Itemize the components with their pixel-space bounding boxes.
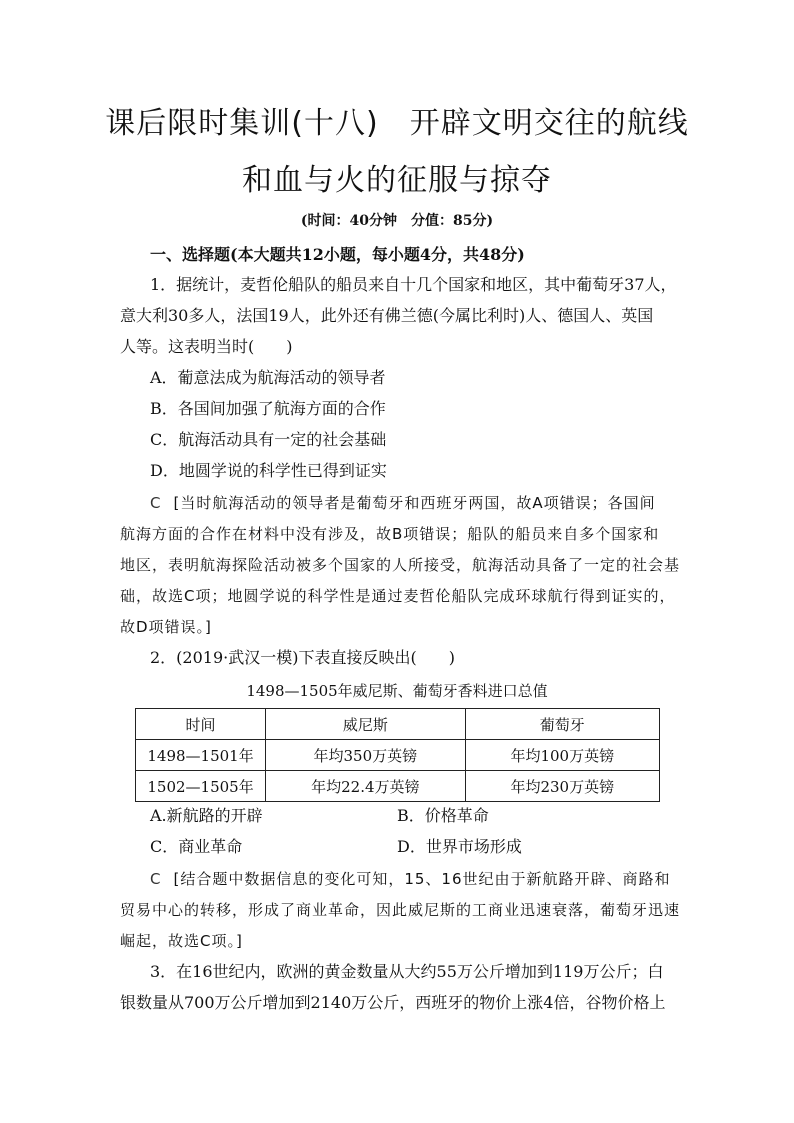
q1-option-d: D．地圆学说的科学性已得到证实 <box>150 461 387 480</box>
q1-explanation-text-1: [当时航海活动的领导者是葡萄牙和西班牙两国，故A项错误；各国间 <box>173 494 656 512</box>
q1-explanation-line-2: 航海方面的合作在材料中没有涉及，故B项错误；船队的船员来自多个国家和 <box>120 525 660 543</box>
q1-stem-line-2: 意大利30多人，法国19人，此外还有佛兰德(今属比利时)人、德国人、英国 <box>120 306 654 325</box>
q2-explanation-line-1 <box>150 869 680 889</box>
q2-option-a: A.新航路的开辟 <box>150 806 263 825</box>
table-row <box>136 740 660 771</box>
table-cell: 年均100万英镑 <box>465 740 659 771</box>
table-cell: 年均230万英镑 <box>465 771 659 802</box>
q2-option-b: B．价格革命 <box>397 806 489 825</box>
q1-stem-line-1: 1．据统计，麦哲伦船队的船员来自十几个国家和地区，其中葡萄牙37人， <box>150 275 677 294</box>
q1-explanation-line-1 <box>150 493 680 513</box>
q1-explanation-line-5: 故D项错误。] <box>120 618 212 636</box>
q1-answer: C <box>150 494 162 512</box>
q2-answer: C <box>150 870 162 888</box>
table-cell: 年均22.4万英镑 <box>266 771 465 802</box>
q1-option-a: A．葡意法成为航海活动的领导者 <box>150 368 386 387</box>
table-cell: 年均350万英镑 <box>266 740 465 771</box>
page-title-line-2: 和血与火的征服与掠夺 <box>242 163 552 198</box>
q1-explanation-line-4: 础，故选C项；地圆学说的科学性是通过麦哲伦船队完成环球航行得到证实的， <box>120 587 676 605</box>
table-header-cell: 威尼斯 <box>266 709 465 740</box>
table-row <box>136 771 660 802</box>
q2-stem: 2．(2019·武汉一模)下表直接反映出( ) <box>150 648 455 667</box>
table-caption: 1498—1505年威尼斯、葡萄牙香料进口总值 <box>246 682 548 700</box>
q2-explanation-line-2: 贸易中心的转移，形成了商业革命，因此威尼斯的工商业迅速衰落，葡萄牙迅速 <box>120 901 681 919</box>
time-score-info: (时间：40分钟 分值：85分) <box>300 213 494 229</box>
q2-explanation-line-3: 崛起，故选C项。] <box>120 932 243 950</box>
table-cell: 1498—1501年 <box>136 740 266 771</box>
q2-option-d: D．世界市场形成 <box>397 837 522 856</box>
q1-explanation-line-3: 地区，表明航海探险活动被多个国家的人所接受，航海活动具备了一定的社会基 <box>120 556 681 574</box>
import-value-table <box>135 708 660 802</box>
q2-option-c: C．商业革命 <box>150 837 243 856</box>
table-header-cell: 时间 <box>136 709 266 740</box>
q3-stem-line-2: 银数量从700万公斤增加到2140万公斤，西班牙的物价上涨4倍，谷物价格上 <box>120 993 666 1012</box>
table-header-cell: 葡萄牙 <box>465 709 659 740</box>
q3-stem-line-1: 3．在16世纪内，欧洲的黄金数量从大约55万公斤增加到119万公斤；白 <box>150 962 664 981</box>
section-heading: 一、选择题(本大题共12小题，每小题4分，共48分) <box>150 245 525 264</box>
q1-stem-line-3: 人等。这表明当时( ) <box>120 337 293 356</box>
q1-option-c: C．航海活动具有一定的社会基础 <box>150 430 387 449</box>
page-title-line-1: 课后限时集训(十八) 开辟文明交往的航线 <box>105 106 689 141</box>
table-header-row <box>136 709 660 740</box>
q2-explanation-text-1: [结合题中数据信息的变化可知，15、16世纪由于新航路开辟、商路和 <box>173 870 671 888</box>
table-cell: 1502—1505年 <box>136 771 266 802</box>
q1-option-b: B．各国间加强了航海方面的合作 <box>150 399 386 418</box>
